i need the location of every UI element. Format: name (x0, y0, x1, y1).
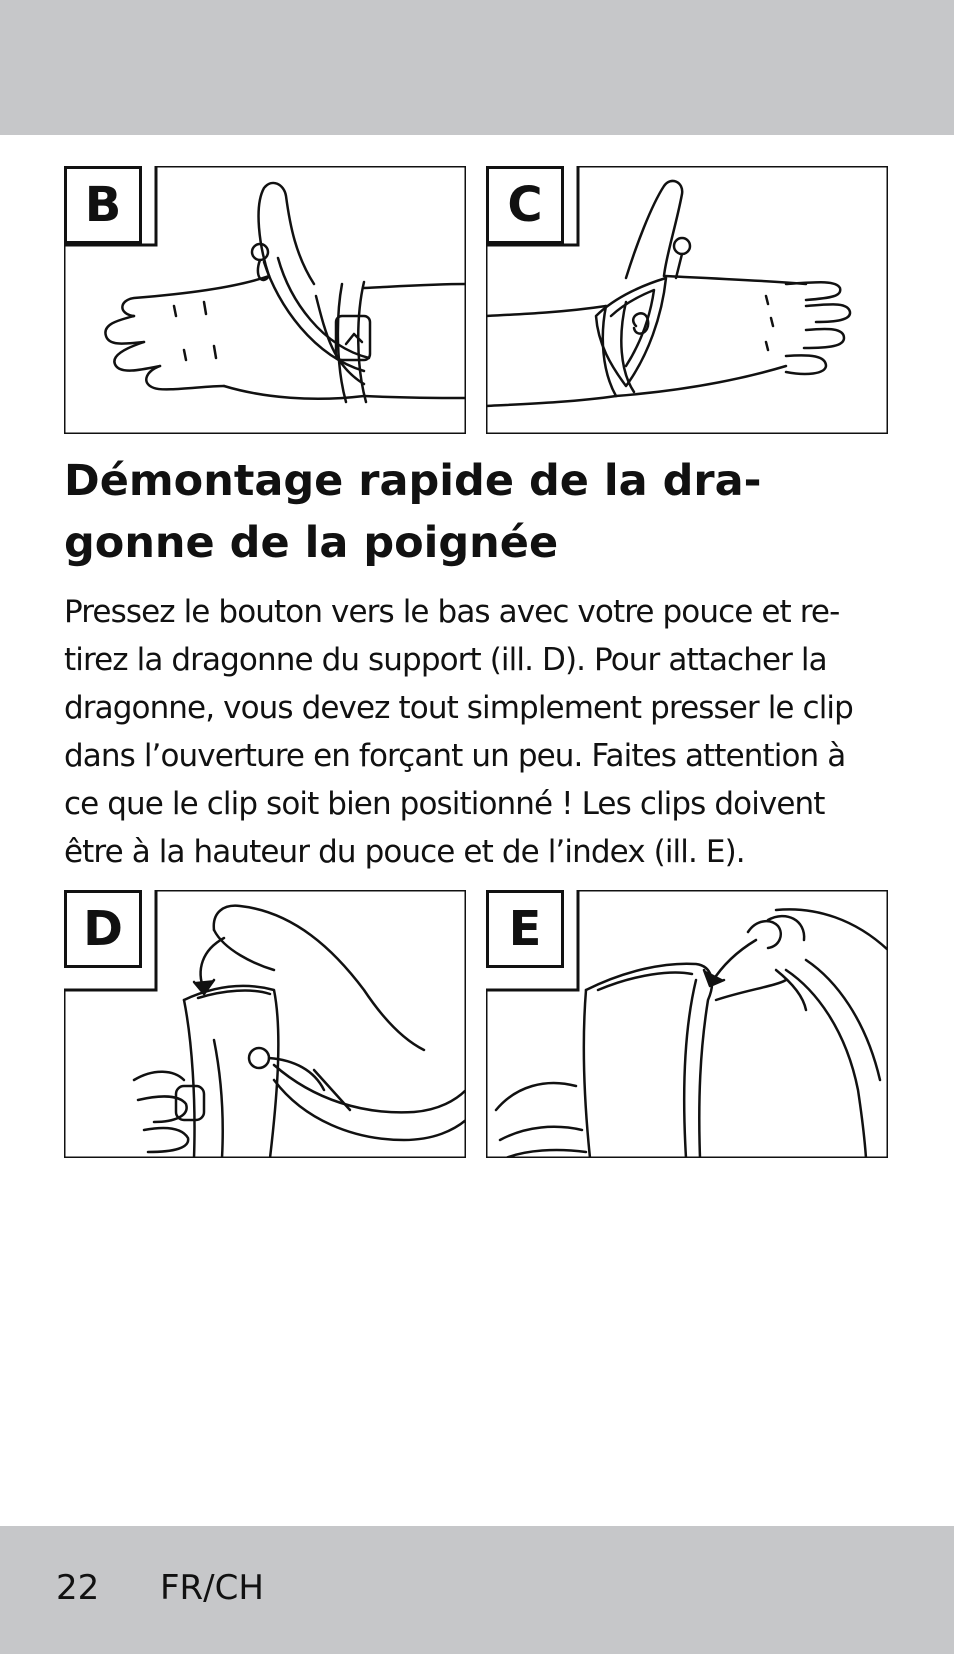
section-heading (64, 450, 894, 574)
illustration-c (486, 166, 888, 434)
figure-label-b: B (64, 166, 142, 244)
top-gray-band (0, 0, 954, 135)
illustration-d (64, 890, 466, 1158)
figure-label-d: D (64, 890, 142, 968)
paragraph-line: tirez la dragonne du support (ill. D). Pour attacher la (64, 642, 827, 678)
page-number: 22 (56, 1568, 100, 1608)
paragraph-line: dragonne, vous devez tout simplement presser le clip (64, 690, 853, 726)
heading-line-1: Démontage rapide de la dra- (64, 456, 762, 506)
paragraph-line: dans l’ouverture en forçant un peu. Faites attention à (64, 738, 846, 774)
paragraph-line: Pressez le bouton vers le bas avec votre pouce et re- (64, 594, 840, 630)
heading-line-2: gonne de la poignée (64, 518, 559, 568)
illustration-e (486, 890, 888, 1158)
figure-label-e: E (486, 890, 564, 968)
bottom-gray-band (0, 1526, 954, 1654)
paragraph-line: ce que le clip soit bien positionné ! Les clips doivent (64, 786, 825, 822)
language-code: FR/CH (160, 1568, 264, 1608)
illustration-b (64, 166, 466, 434)
paragraph-line: être à la hauteur du pouce et de l’index (ill. E). (64, 834, 745, 870)
instruction-paragraph (64, 588, 900, 876)
figure-label-c: C (486, 166, 564, 244)
